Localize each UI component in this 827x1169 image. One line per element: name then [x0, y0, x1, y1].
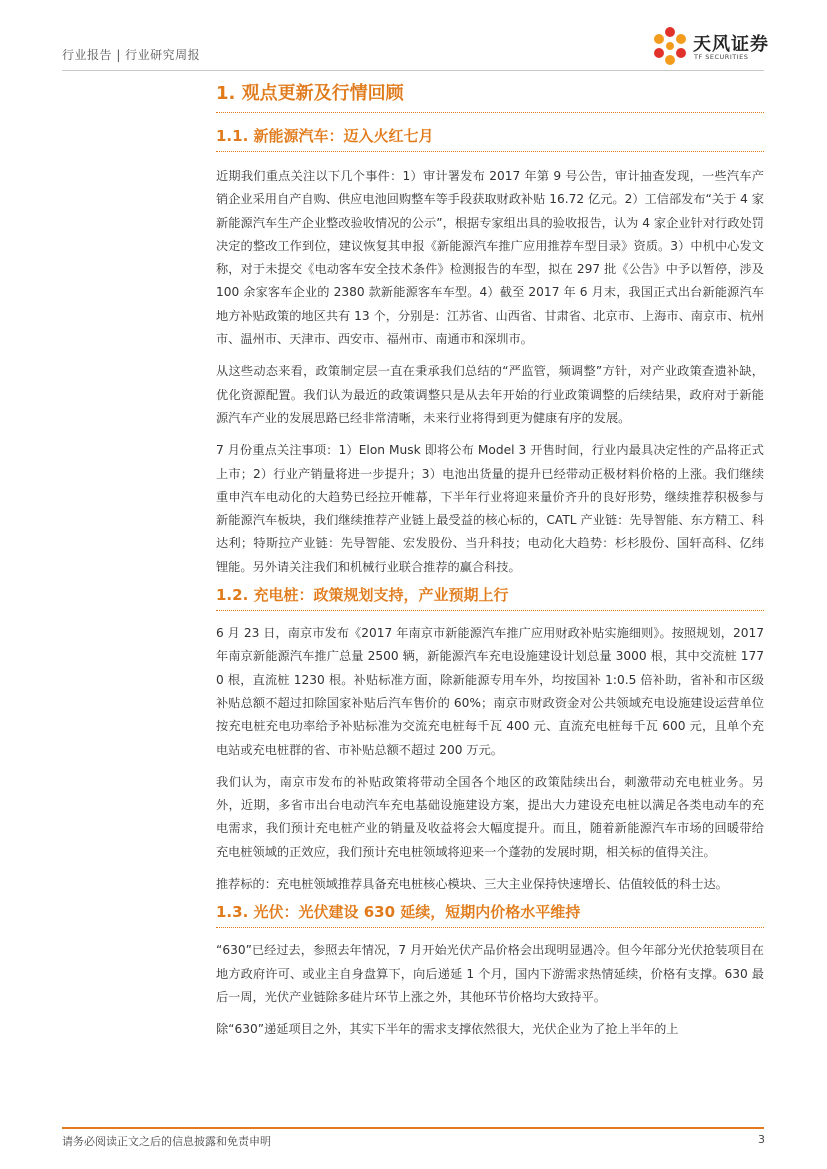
section-1-2-paragraph-2: 我们认为，南京市发布的补贴政策将带动全国各个地区的政策陆续出台，刺激带动充电桩业务。另外，近期，多省市出台电动汽车充电基础设施建设方案，提出大力建设充电桩以满足各类电动车的充电需求，我们预计充电桩产业的销量及收益将会大幅度提升。而且，随着新能源汽车市场的回暖带给充电桩领域的正效应，我们预计充电桩领域将迎来一个蓬勃的发展时期，相关标的值得关注。 [216, 774, 764, 859]
report-category: 行业报告 | 行业研究周报 [62, 48, 201, 62]
section-1-3-title: 1.3. 光伏：光伏建设 630 延续，短期内价格水平维持 [216, 903, 581, 922]
section-1-1-paragraph-2: 从这些动态来看，政策制定层一直在秉承我们总结的“严监管，频调整”方针，对产业政策查遗补缺，优化资源配置。我们认为最近的政策调整只是从去年开始的行业政策调整的后续结果，政府对于新能源汽车产业的发展思路已经非常清晰，未来行业将得到更为健康有序的发展。 [216, 364, 764, 425]
footer-divider [62, 1127, 764, 1129]
section-1-1-divider [216, 151, 764, 152]
section-1-3-paragraph-2: 除“630”递延项目之外，其实下半年的需求支撑依然很大，光伏企业为了抢上半年的上 [216, 1022, 679, 1037]
section-1-1-title: 1.1. 新能源汽车：迈入火红七月 [216, 127, 434, 145]
section-1-2-divider [216, 610, 764, 611]
section-1-divider [216, 112, 764, 113]
section-1-2-title: 1.2. 充电桩：政策规划支持，产业预期上行 [216, 586, 509, 605]
section-1-title: 1. 观点更新及行情回顾 [216, 83, 404, 104]
footer-disclaimer: 请务必阅读正文之后的信息披露和免责申明 [62, 1135, 271, 1148]
brand-name-cn: 天风证券 [693, 34, 769, 55]
brand-name-en: TF SECURITIES [694, 53, 749, 61]
section-1-2-paragraph-1: 6 月 23 日，南京市发布《2017 年南京市新能源汽车推广应用财政补贴实施细则》。按照规划，2017 年南京新能源汽车推广总量 2500 辆，新能源汽车充电设施建设计划总量 3000 根，其中交流桩 1770 根，直流桩 1230 根。补贴标准方面，除新能源专用车外，均按国补 1:0.5 倍补助，省补和市区级补贴总额不超过扣除国家补贴后汽车售价的 60%；南京市财政资金对公共领域充电设施建设运营单位按充电桩充电功率给予补贴标准为交流充电桩每千瓦 400 元、直流充电桩每千瓦 600 元，且单个充电站或充电桩群的省、市补贴总额不超过 200 万元。 [216, 626, 764, 757]
header-divider [62, 70, 764, 71]
page-number: 3 [758, 1133, 765, 1146]
brand-logo-mark-icon [650, 26, 690, 66]
report-body [216, 80, 764, 1042]
section-1-3-divider [216, 927, 764, 928]
section-1-2-paragraph-3: 推荐标的：充电桩领域推荐具备充电桩核心模块、三大主业保持快速增长、估值较低的科士达。 [216, 877, 728, 892]
section-1-3-paragraph-1: “630”已经过去，参照去年情况，7 月开始光伏产品价格会出现明显遇冷。但今年部分光伏抢装项目在地方政府许可、或业主自身盘算下，向后递延 1 个月，国内下游需求热情延续，价格有支撑。630 最后一周，光伏产业链除多硅片环节上涨之外，其他环节价格均大致持平。 [216, 943, 764, 1004]
brand-logo [650, 22, 770, 68]
section-1-1-paragraph-1: 近期我们重点关注以下几个事件：1）审计署发布 2017 年第 9 号公告，审计抽查发现，一些汽车产销企业采用自产自购、供应电池回购整车等手段获取财政补贴 16.72 亿元。2）工信部发布“关于 4 家新能源汽车生产企业整改验收情况的公示”，根据专家组出具的验收报告，认为 4 家企业针对行政处罚决定的整改工作到位，建议恢复其申报《新能源汽车推广应用推荐车型目录》资质。3）中机中心发文称，对于未提交《电动客车安全技术条件》检测报告的车型，拟在 297 批《公告》中予以暂停，涉及 100 余家客车企业的 2380 款新能源客车车型。4）截至 2017 年 6 月末，我国正式出台新能源汽车地方补贴政策的地区共有 13 个，分别是：江苏省、山西省、甘肃省、北京市、上海市、南京市、杭州市、温州市、天津市、西安市、福州市、南通市和深圳市。 [216, 169, 764, 347]
section-1-1-paragraph-3: 7 月份重点关注事项：1）Elon Musk 即将公布 Model 3 开售时间，行业内最具决定性的产品将正式上市；2）行业产销量将进一步提升；3）电池出货量的提升已经带动正极材料价格的上涨。我们继续重申汽车电动化的大趋势已经拉开帷幕，下半年行业将迎来量价齐升的良好形势，继续推荐积极参与新能源汽车板块，我们继续推荐产业链上最受益的核心标的，CATL 产业链：先导智能、东方精工、科达利；特斯拉产业链：先导智能、宏发股份、当升科技；电动化大趋势：杉杉股份、国轩高科、亿纬锂能。另外请关注我们和机械行业联合推荐的赢合科技。 [216, 443, 764, 574]
